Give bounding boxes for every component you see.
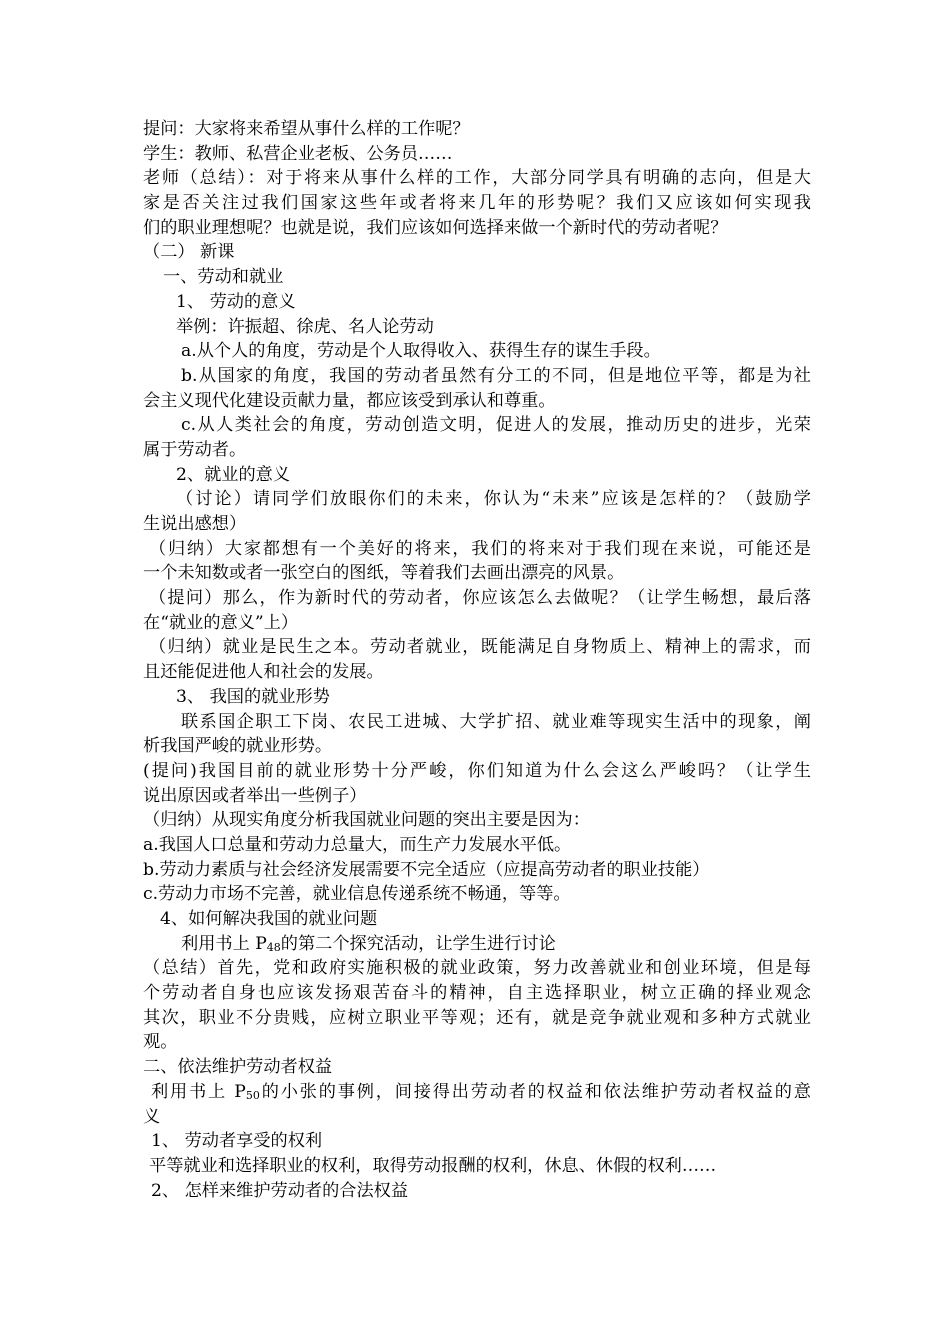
summary-line: （总结）首先，党和政府实施积极的就业政策，努力改善就业和创业环境，但是每 xyxy=(143,958,811,979)
page-ref-prefix: 利用书上 P xyxy=(181,933,267,954)
point-c-line: c.从人类社会的角度，劳动创造文明，促进人的发展，推动历史的进步，光荣 xyxy=(181,415,811,436)
teacher-summary-line: 们的职业理想呢？也就是说，我们应该如何选择来做一个新时代的劳动者呢？ xyxy=(143,217,728,238)
teacher-summary-line: 老师（总结）：对于将来从事什么样的工作，大部分同学具有明确的志向，但是大 xyxy=(143,168,811,189)
point-b-line: b.从国家的角度，我国的劳动者虽然有分工的不同，但是地位平等，都是为社 xyxy=(181,365,811,386)
page-ref-number: 48 xyxy=(266,940,281,954)
student-answer-line: 学生：教师、私营企业老板、公务员…… xyxy=(143,143,453,164)
point-b-line: 会主义现代化建设贡献力量，都应该受到承认和尊重。 xyxy=(143,390,556,411)
heading-labor-and-employment: 一、劳动和就业 xyxy=(163,267,284,288)
summary-line: 且还能促进他人和社会的发展。 xyxy=(143,662,384,683)
reason-c-line: c.劳动力市场不完善，就业信息传递系统不畅通，等等。 xyxy=(143,884,571,905)
body-text-line: 联系国企职工下岗、农民工进城、大学扩招、就业难等现实生活中的现象，阐 xyxy=(181,711,811,732)
heading-protect-rights: 二、依法维护劳动者权益 xyxy=(143,1057,333,1078)
summary-line: 观。 xyxy=(143,1032,178,1053)
section-heading-new-lesson: （二） 新课 xyxy=(143,242,235,263)
teacher-summary-line: 家是否关注过我们国家这些年或者将来几年的形势呢？我们又应该如何实现我 xyxy=(143,193,811,214)
subheading-meaning-of-labor: 1、 劳动的意义 xyxy=(176,291,296,312)
point-a-line: a.从个人的角度，劳动是个人取得收入、获得生存的谋生手段。 xyxy=(181,341,661,362)
summary-line: （归纳）大家都想有一个美好的将来，我们的将来对于我们现在来说，可能还是 xyxy=(149,538,811,559)
activity-text: 的第二个探究活动，让学生进行讨论 xyxy=(280,933,556,954)
page-ref-number: 50 xyxy=(245,1088,260,1102)
body-text-line: 析我国严峻的就业形势。 xyxy=(143,736,333,757)
rights-list-line: 平等就业和选择职业的权利，取得劳动报酬的权利，休息、休假的权利…… xyxy=(149,1155,717,1176)
discussion-line: （讨论）请同学们放眼你们的未来，你认为“未来”应该是怎样的？（鼓励学 xyxy=(176,489,811,510)
discussion-line: 生说出感想） xyxy=(143,514,247,534)
question-line: 说出原因或者举出一些例子） xyxy=(143,785,367,806)
page-ref-prefix: 利用书上 P xyxy=(151,1081,246,1102)
subheading-how-to-protect: 2、 怎样来维护劳动者的合法权益 xyxy=(151,1180,409,1201)
reason-b-line: b.劳动力素质与社会经济发展需要不完全适应（应提高劳动者的职业技能） xyxy=(143,859,710,880)
question-line: 在“就业的意义”上） xyxy=(143,612,299,633)
question-line: (提问)我国目前的就业形势十分严峻，你们知道为什么会这么严峻吗？（让学生 xyxy=(143,760,811,781)
example-line: 举例：许振超、徐虎、名人论劳动 xyxy=(176,316,434,337)
reason-a-line: a.我国人口总量和劳动力总量大，而生产力发展水平低。 xyxy=(143,834,572,855)
activity-text: 的小张的事例，间接得出劳动者的权益和依法维护劳动者权益的意 xyxy=(259,1081,811,1102)
activity-line xyxy=(143,1080,811,1105)
summary-line: （归纳）就业是民生之本。劳动者就业，既能满足自身物质上、精神上的需求，而 xyxy=(149,637,811,658)
activity-line xyxy=(143,932,811,957)
subheading-meaning-of-employment: 2、就业的意义 xyxy=(176,464,291,485)
subheading-solve-employment: 4、如何解决我国的就业问题 xyxy=(160,909,378,929)
question-line: 提问：大家将来希望从事什么样的工作呢？ xyxy=(143,119,470,139)
summary-line: （归纳）从现实角度分析我国就业问题的突出主要是因为： xyxy=(143,810,590,831)
question-line: （提问）那么，作为新时代的劳动者，你应该怎么去做呢？（让学生畅想，最后落 xyxy=(149,588,811,609)
summary-line: 其次，职业不分贵贱，应树立职业平等观；还有，就是竞争就业观和多种方式就业 xyxy=(143,1007,811,1028)
document-body xyxy=(143,117,811,1203)
point-c-line: 属于劳动者。 xyxy=(143,439,247,460)
activity-line: 义 xyxy=(143,1106,161,1127)
summary-line: 一个未知数或者一张空白的图纸，等着我们去画出漂亮的风景。 xyxy=(143,563,625,584)
summary-line: 个劳动者自身也应该发扬艰苦奋斗的精神，自主选择职业，树立正确的择业观念 xyxy=(143,983,811,1004)
subheading-rights-enjoyed: 1、 劳动者享受的权利 xyxy=(151,1131,323,1152)
subheading-employment-situation: 3、 我国的就业形势 xyxy=(176,686,330,707)
